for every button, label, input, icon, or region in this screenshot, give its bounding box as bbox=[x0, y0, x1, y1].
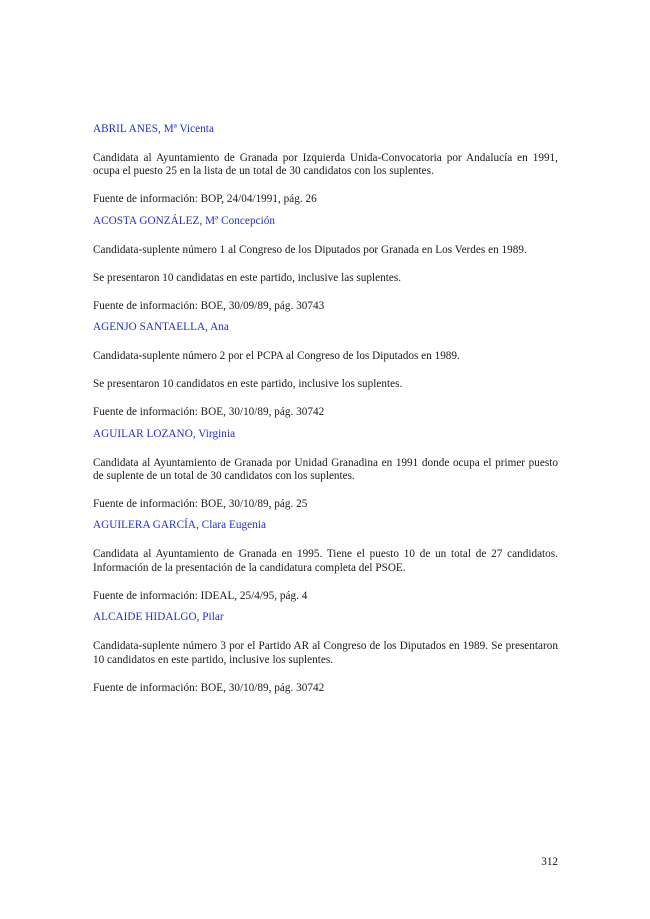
entry bbox=[93, 122, 558, 207]
entry-name: AGENJO SANTAELLA, Ana bbox=[93, 321, 229, 334]
entry-name: AGUILAR LOZANO, Virginia bbox=[93, 427, 236, 440]
entry-name: ACOSTA GONZÁLEZ, Mª Concepción bbox=[93, 214, 276, 227]
entry-source: Fuente de información: BOE, 30/10/89, pág. 30742 bbox=[93, 681, 325, 694]
entry-paragraph: Candidata al Ayuntamiento de Granada por Izquierda Unida-Convocatoria por Andalucía en 1991, ocupa el puesto 25 en la lista de un total de 30 candidatos con los suplentes. bbox=[93, 152, 558, 178]
entry-source: Fuente de información: BOP, 24/04/1991, pág. 26 bbox=[93, 193, 317, 206]
entry-paragraph: Candidata-suplente número 3 por el Partido AR al Congreso de los Diputados en 1989. Se presentaron 10 candidatos en este partido, inclusive los suplentes. bbox=[93, 640, 558, 666]
entry-paragraph: Candidata al Ayuntamiento de Granada en 1995. Tiene el puesto 10 de un total de 27 candidatos. Información de la presentación de la candidatura completa del PSOE. bbox=[93, 548, 558, 574]
entry bbox=[93, 320, 558, 419]
entry-source: Fuente de información: BOE, 30/10/89, pág. 30742 bbox=[93, 406, 325, 419]
entry bbox=[93, 610, 558, 695]
entry-name: ABRIL ANES, Mª Vicenta bbox=[93, 123, 214, 135]
entry-paragraph: Candidata-suplente número 1 al Congreso de los Diputados por Granada en Los Verdes en 1989. bbox=[93, 243, 527, 256]
entry-source: Fuente de información: BOE, 30/09/89, pág. 30743 bbox=[93, 299, 325, 312]
entry bbox=[93, 427, 558, 512]
page-number: 312 bbox=[541, 856, 558, 868]
entry bbox=[93, 214, 558, 313]
entry-paragraph: Candidata-suplente número 2 por el PCPA al Congreso de los Diputados en 1989. bbox=[93, 350, 460, 363]
entry-list bbox=[93, 122, 558, 702]
entry-paragraph: Se presentaron 10 candidatas en este partido, inclusive las suplentes. bbox=[93, 271, 402, 284]
entry-paragraph: Candidata al Ayuntamiento de Granada por Unidad Granadina en 1991 donde ocupa el primer puesto de suplente de un total de 30 candidatos con los suplentes. bbox=[93, 456, 558, 483]
entry-source: Fuente de información: BOE, 30/10/89, pág. 25 bbox=[93, 498, 308, 511]
entry-name: ALCAIDE HIDALGO, Pilar bbox=[93, 611, 224, 624]
entry-name: AGUILERA GARCÍA, Clara Eugenia bbox=[93, 519, 267, 532]
entry-paragraph: Se presentaron 10 candidatos en este partido, inclusive los suplentes. bbox=[93, 378, 403, 391]
entry-source: Fuente de información: IDEAL, 25/4/95, pág. 4 bbox=[93, 589, 308, 602]
entry bbox=[93, 518, 558, 603]
